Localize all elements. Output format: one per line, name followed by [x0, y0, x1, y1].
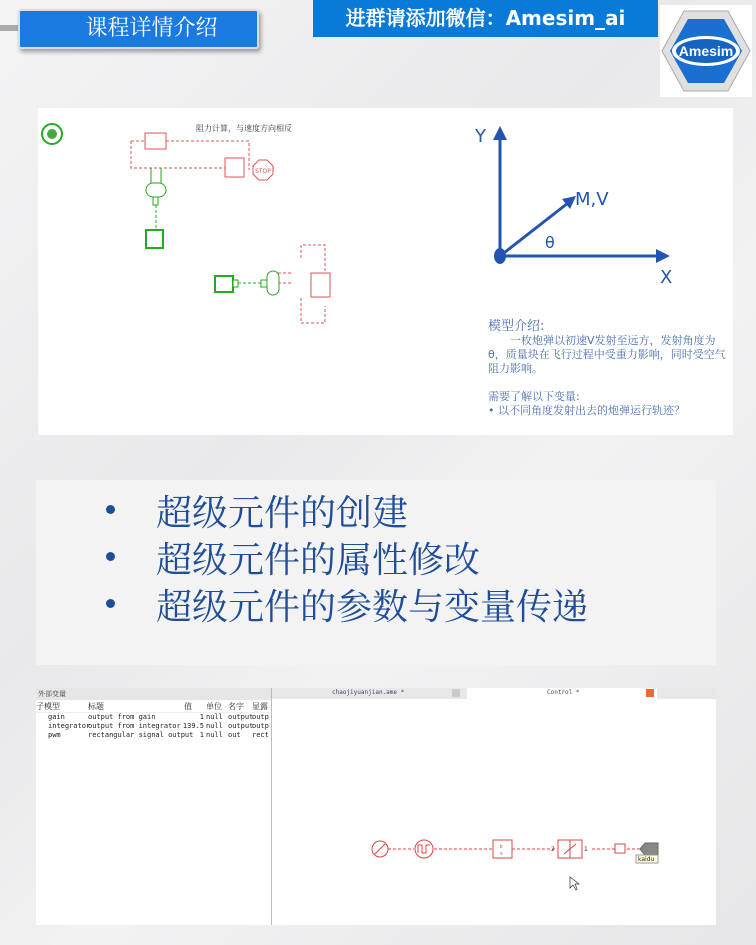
angle-label: θ	[545, 233, 555, 252]
document-tabs	[272, 688, 716, 699]
section-title-tag: 课程详情介绍	[18, 9, 259, 49]
abs-block[interactable]	[145, 133, 166, 149]
tab-close-icon[interactable]	[646, 689, 654, 697]
app-icon	[42, 124, 62, 144]
col-submodel[interactable]: 子模型	[36, 702, 60, 711]
tab-close-icon[interactable]	[452, 689, 460, 697]
converter-block	[267, 271, 279, 295]
need-item-text: 以不同角度发射出去的炮弹运行轨迹？	[498, 404, 685, 417]
port-label: 2	[551, 846, 555, 853]
tab-control[interactable]: Control *	[547, 689, 580, 696]
output-port-icon	[640, 843, 658, 855]
model-slide	[38, 108, 733, 435]
col-name[interactable]: 名字	[228, 702, 244, 711]
svg-text:k: k	[500, 844, 503, 850]
port-label: 1	[584, 846, 588, 853]
y-axis-label: Y	[475, 126, 486, 147]
force-source-block	[215, 276, 233, 292]
software-screenshot	[36, 688, 716, 925]
col-value[interactable]: 值	[184, 702, 192, 711]
amesim-logo	[660, 5, 752, 97]
col-title[interactable]: 标题	[88, 702, 104, 711]
table-row[interactable]: integrator output from integrator 139.5 null output outp	[48, 722, 269, 730]
table-row[interactable]: gain output from gain 1 null output outp	[48, 713, 269, 721]
annotation-text: 阻力计算，与速度方向相反	[196, 124, 292, 133]
bullet-dot	[106, 599, 115, 608]
mass-block	[146, 230, 163, 248]
table-header	[36, 700, 271, 713]
x-axis-label: X	[660, 267, 673, 288]
sketch-canvas[interactable]	[272, 699, 716, 925]
need-title: 需要了解以下变量:	[488, 390, 580, 403]
need-item: • 以不同角度发射出去的炮弹运行轨迹？	[488, 404, 685, 417]
model-intro	[488, 320, 728, 418]
wechat-banner: 进群请添加微信：Amesim_ai	[313, 0, 658, 37]
bullet-dot	[106, 552, 115, 561]
tab-chaojiyuanjian[interactable]: chaojiyuanjian.ame *	[332, 689, 405, 696]
bullet-text: 超级元件的参数与变量传递	[156, 587, 589, 628]
bullet-text: 超级元件的属性修改	[156, 540, 481, 581]
intro-text: 一枚炮弹以初速V发射至远方，发射角度为θ，质量块在飞行过程中受重力影响，同时受空气阻力影响。	[488, 334, 726, 375]
bullet-dot	[106, 505, 115, 514]
mouse-cursor-icon	[570, 877, 579, 890]
gain-block[interactable]	[615, 844, 625, 853]
svg-text:s: s	[500, 851, 503, 857]
stop-label: STOP	[255, 168, 271, 175]
topics-slide	[36, 480, 716, 665]
external-variables-panel	[36, 688, 272, 925]
col-expose[interactable]: 显露	[252, 702, 268, 711]
integrator-block[interactable]	[225, 158, 244, 177]
output-label: kaidu	[638, 856, 655, 863]
col-unit[interactable]: 单位	[206, 702, 222, 711]
sensor-block	[146, 183, 166, 197]
drag-block[interactable]	[311, 273, 330, 297]
sketch-canvas-area	[272, 688, 716, 925]
bullet-text: 超级元件的创建	[156, 493, 409, 534]
panel-title: 外部变量	[36, 688, 271, 700]
svg-text:Amesim: Amesim	[678, 43, 734, 59]
vector-label: M,V	[575, 189, 609, 210]
intro-title: 模型介绍:	[488, 319, 545, 334]
table-row[interactable]: pwm rectangular signal output 1 null out rect	[48, 731, 269, 739]
